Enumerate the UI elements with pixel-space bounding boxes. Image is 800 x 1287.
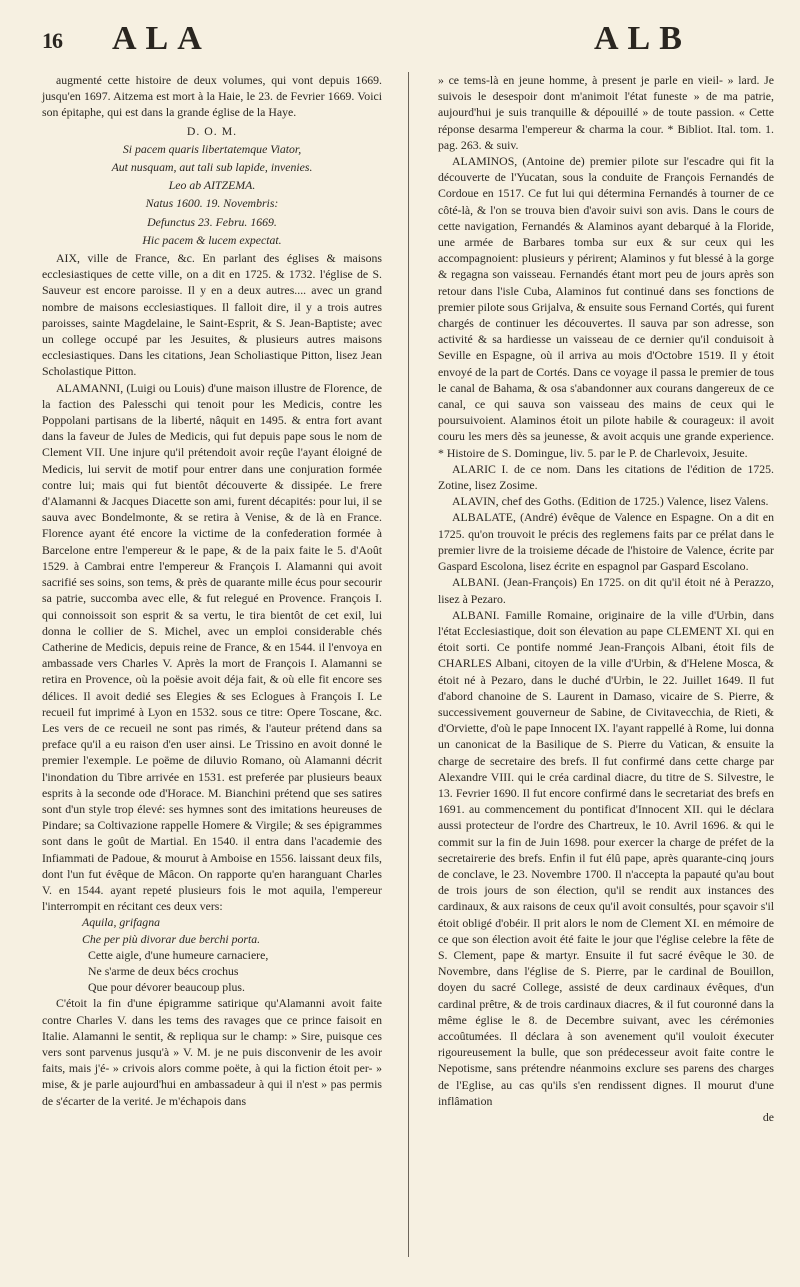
column-rule bbox=[408, 72, 409, 1257]
french-verse-line: Cette aigle, d'une humeure carnaciere, bbox=[88, 947, 269, 962]
paragraph-albani-famille: ALBANI. Famille Romaine, originaire de la ville d'Urbin, dans l'état Ecclesiastique, doit son élevation au pape CLEMENT XI. qui en étoit sorti. Ce pontife nommé Jean-François Albani, étoit fils de CHARLES Albani, citoyen de la ville d'Urbin, & d'Helene Mosca, & étoit né à Pezaro, dans le duché d'Urbin, le 22. Juillet 1649. Il fut d'abord chanoine de S. Laurent in Damaso, vicaire de S. Pierre, & successivement gouverneur de Sabine, de Civitavecchia, de Rieti, & d'Orviette, d'où le pape Innocent IX. l'ayant rappellé à Rome, lui donna un canonicat de la Basilique de S. Pierre du Vatican, & ensuite la charge de secretaire des brefs. Il fut confirmé dans cette charge par Alexandre VIII. qui le créa cardinal diacre, du titre de S. Silvestre, le 13. Fevrier 1690. Il fut encore confirmé dans le secretariat des brefs en 1691. au commencement du pontificat d'Innocent XII. qui le déclara aussi protecteur de l'ordre des Chartreux, le 10. Avril 1696. & qui le commit sur la fin de Juin 1698. pour exercer la charge de préfet de la secretairerie des brefs. Enfin il fut élû pape, après quarante-cinq jours de conclave, le 23. Novembre 1700. Il n'accepta la papauté qu'au bout de trois jours de son élection, qu'il se rendit aux instances des cardinaux, & aux raisons de ceux qu'il avoit consultés, pour sçavoir s'il étoit obligé d'obéir. Il prit alors le nom de Clement XI. en mémoire de ce que son élection avoit été faite le jour que l'église celebre la fête de S. Clement, pape & martyr. Ensuite il fut sacré évêque le 30. de Novembre, dans l'église de S. Pierre, par le cardinal de Bouillon, doyen du sacré College, assisté de deux cardinaux évêques, d'un cardinal prêtre, & de trois cardinaux diacres, & il fut couronné dans la même église le 8. de Decembre suivant, avec les cérémonies accoûtumées. Il déclara à son avenement qu'il vouloit éxecuter rigoureusement la bulle, que son prédecesseur avoit faite contre le Nepotisme, sans prétendre néanmoins exclure ses parens des charges de l'Eglise, au cas qu'ils s'en rendissent dignes. Il mourut d'une inflâmation bbox=[438, 607, 774, 1108]
running-head-right: ALB bbox=[594, 20, 691, 57]
epitaph-line: D. O. M. bbox=[186, 123, 238, 138]
italian-verse-line: Aquila, grifagna bbox=[82, 915, 160, 930]
epitaph-line: Si pacem quaris libertatemque Viator, bbox=[122, 141, 302, 156]
paragraph-alavin: ALAVIN, chef des Goths. (Edition de 1725.) Valence, lisez Valens. bbox=[452, 494, 769, 509]
french-verse-line: Ne s'arme de deux bécs crochus bbox=[88, 963, 239, 978]
paragraph-albani-jean: ALBANI. (Jean-François) En 1725. on dit qu'il étoit né à Perazzo, lisez à Pezaro. bbox=[438, 575, 774, 606]
paragraph-alaric: ALARIC I. de ce nom. Dans les citations de l'édition de 1725. Zotine, lisez Zosime. bbox=[438, 461, 774, 493]
running-head-left: ALA bbox=[112, 20, 211, 57]
paragraph-albalate: ALBALATE, (André) évêque de Valence en Espagne. On a dit en 1725. qu'on trouvoit le précis des reglemens faits par ce prélat dans le premier livre de la troisieme décade de l'histoire de Valence, écrite par Gaspard Escolona, lisez écrite en espagnol par Gaspard Escolano. bbox=[438, 510, 774, 574]
page-header bbox=[42, 20, 758, 60]
epitaph-line: Defunctus 23. Febru. 1669. bbox=[147, 214, 277, 229]
left-column bbox=[42, 72, 382, 1109]
paragraph-aix: AIX, ville de France, &c. En parlant des églises & maisons ecclesiastiques de cette ville, on a dit en 1725. & 1732. l'église de S. Sauveur est encore paroisse. Il y en a deux autres.... avec un grand nombre de maisons ecclesiastiques. Il falloit dire, il y a trois autres paroisses, sainte Magdelaine, le Saint-Esprit, & S. Jean-Baptiste; avec un college occupé par les Jesuites, & plusieurs autres maisons ecclesiastiques. Dans les citations, Jean Scholiastique Pitton, lisez Jean Scholastique Pitton. bbox=[42, 251, 382, 379]
paragraph-alamanni: ALAMANNI, (Luigi ou Louis) d'une maison illustre de Florence, de la faction des Palesschi qui tenoit pour les Medicis, contre les Poppolani partisans de la liberté, nâquit en 1495. & entra fort avant dans la faveur de Jules de Medicis, qui fut depuis pape sous le nom de Clement VII. Une injure qu'il prétendoit avoir reçûe l'ayant éloigné de Medicis, lui servit de motif pour entrer dans une conjuration formée contre lui; mais qui fut bientôt découverte & dissipée. Le frere d'Alamanni & Jacques Diacette son ami, furent décapités: pour lui, il se sauva avec Bondelmonte, & se retira à Venise, & de là en France. Florence ayant été encore la victime de la confederation formée à Barcelone entre l'empereur & le pape, & de la paix faite le 5. d'Août 1529. à Cambrai entre l'empereur & François I. Alamanni qui avoit sacrifié ses soins, son tems, & près de quarante mille écus pour secourir sa patrie, succomba avec elle, & fut relegué en Provence. François I. qui connoissoit son esprit & sa vertu, le tira bientôt de cet exil, lui donna le collier de S. Michel, avec un emploi considerable chés Catherine de Medicis, depuis reine de France, & en 1544. il l'envoya en ambassade vers Charles V. Après la mort de François I. Alamanni se retira en Provence, où la poësie avoit déja fait, & où elle fit encore ses délices. Il avoit dedié ses Elegies & ses Eclogues à François I. Le recueil fut imprimé à Lyon en 1532. sous ce titre: Opere Toscane, &c. Les vers de ce recueil ne sont pas rimés, & l'auteur prétend dans sa preface qu'il a eu raison d'en user ainsi. Le Trissino en avoit donné le premier l'exemple. Le poëme de diluvio Romano, où Alamanni décrit l'inondation du Tibre arrivée en 1531. est preferée par plusieurs beaux esprits à la seconde ode d'Horace. M. Bianchini prétend que ses satires sont d'un style trop élevé: ses hymnes sont des imitations heureuses de Pindare; sa Coltivazione rappelle Homere & Virgile; & ses épigrammes sont dans le goût de Martial. En 1540. il entra dans l'academie des Infiammati de Padoue, & mourut à Amboise en 1556. laissant deux fils, dont l'un fut évêque de Mâcon. On rapporte qu'en haranguant Charles V. en 1544. ayant repeté plusieurs fois le mot aquila, l'empereur l'interrompit en récitant ces deux vers: bbox=[42, 380, 382, 914]
french-verse-line: Que pour dévorer beaucoup plus. bbox=[88, 980, 245, 995]
epitaph-line: Leo ab AITZEMA. bbox=[168, 178, 256, 193]
paragraph-alaminos: ALAMINOS, (Antoine de) premier pilote sur l'escadre qui fit la découverte de l'Yucatan, sous la conduite de François Fernandés de Cordoue en 1517. Ce fut lui qui détermina Fernandés à tourner de ce côté-là, & l'on se trouva bien d'avoir suivi son avis. Dans le cours de cette navigation, Fernandés & Alaminos ayant debarqué à la Floride, une armée de Barbares tomba sur eux & sur ceux qui les accompagnoient: plusieurs y périrent; Alaminos y fut blessé à la gorge & regagna son vaisseau. Fernandés étant mort peu de jours après son retour dans l'isle Cuba, Alaminos fut continué dans ses fonctions de premier pilote sous Grijalva, & ensuite sous Fernand Cortés, qui furent chargés de continuer les découvertes. Il sauva par son adresse, son activité & sa hardiesse un vaisseau de ce dernier qu'il conduisoit à Seville en Espagne, où il arriva au mois d'Octobre 1519. Il y étoit envoyé de la part de Cortés. Dans ce voyage il passa le premier de tous le canal de Bahama, & osa s'abandonner aux courans dangereux de ce canal, ce qui sauva son vaisseau des mains de ceux qui le poursuivoient. Alaminos étoit un pilote habile & courageux: il avoit couru les mers dès sa jeunesse, & avoit acquis une grande experience. * Histoire de S. Domingue, liv. 5. par le P. de Charlevoix, Jesuite. bbox=[438, 154, 774, 460]
page-number: 16 bbox=[42, 28, 62, 53]
catchword: de bbox=[762, 1110, 774, 1124]
paragraph-alamanni-end: » ce tems-là en jeune homme, à present je parle en vieil- » lard. Je suivois le desespoir dont m'animoit l'état funeste » de ma patrie, aujourd'hui je suis tranquille & dépouillé » de toute passion. « Cette réponse desarma l'empereur & charma la cour. * Bibliot. Ital. tom. 1. pag. 263. & suiv. bbox=[438, 73, 774, 152]
right-column bbox=[438, 72, 774, 1125]
paragraph-aitzema: augmenté cette histoire de deux volumes, qui vont depuis 1669. jusqu'en 1697. Aitzema est mort à la Haie, le 23. de Fevrier 1669. Voici son épitaphe, qui est dans la grande église de la Haye. bbox=[42, 73, 382, 120]
paragraph-alamanni-cont: C'étoit la fin d'une épigramme satirique qu'Alamanni avoit faite contre Charles V. dans les tems des ravages que ce prince faisoit en Italie. Alamanni le sentit, & repliqua sur le champ: » Sire, puisque ces vers sont parvenus jusqu'à » V. M. je ne puis disconvenir de les avoir faits, mais j'é- » crivois alors comme poëte, à qui la fiction étoit per- » mise, & je parle aujourd'hui en ambassadeur à qui il n'est » pas permis de s'écarter de la verité. Je m'échapois dans bbox=[42, 996, 382, 1108]
italian-verse-line: Che per più divorar due berchi porta. bbox=[82, 931, 261, 946]
epitaph-line: Natus 1600. 19. Novembris: bbox=[145, 196, 279, 211]
epitaph-line: Hic pacem & lucem expectat. bbox=[142, 232, 282, 247]
epitaph-line: Aut nusquam, aut tali sub lapide, invenies. bbox=[111, 160, 313, 175]
